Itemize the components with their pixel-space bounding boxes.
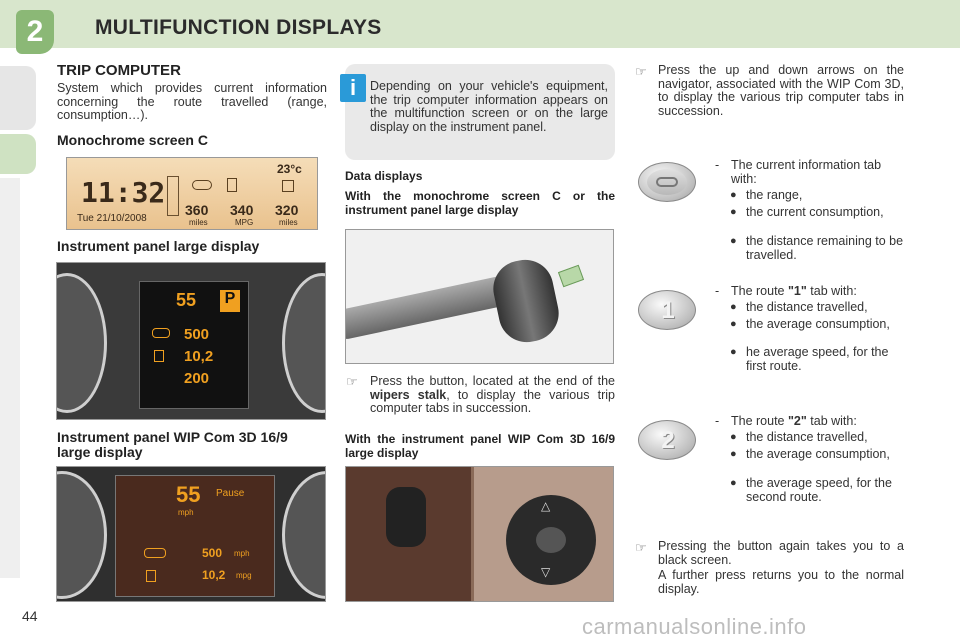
wip-value-2-unit: mpg (236, 571, 252, 580)
dash: - (715, 414, 720, 428)
watermark: carmanualsonline.info (582, 614, 807, 639)
finger-icon: ☞ (635, 540, 647, 555)
side-tab (0, 66, 36, 130)
mono-time: 11:32 (81, 176, 166, 209)
mono-unit-3: miles (279, 218, 298, 227)
stalk-shaft (345, 274, 517, 341)
wip-display-title: Instrument panel WIP Com 3D 16/9 large display (57, 429, 288, 460)
left-dial (56, 471, 107, 599)
wipers-stalk-image (345, 229, 614, 364)
normal-display-text: A further press returns you to the normal display. (658, 568, 904, 596)
chapter-badge: 2 (16, 10, 54, 54)
finger-icon: ☞ (346, 374, 358, 389)
press-button-text: Press the button, located at the end of the wipers stalk, to display the various trip computer tabs in succession. (370, 374, 615, 415)
mono-date: Tue 21/10/2008 (77, 213, 147, 224)
car-icon (656, 177, 678, 187)
wip-com-display-image (56, 466, 326, 602)
fuel-icon (227, 178, 237, 192)
wip-value-2: 10,2 (202, 568, 226, 582)
list-item: ● the range, (730, 188, 803, 202)
mono-temp: 23°c (277, 162, 302, 176)
info-text: Depending on your vehicle's equipment, the trip computer information appears on the multifunction screen or on the large display on the instrument panel. (370, 79, 608, 134)
mono-unit-1: miles (189, 218, 208, 227)
fuel-icon (154, 350, 164, 362)
side-strip (0, 178, 20, 578)
navigator-console-image (345, 466, 614, 602)
trip-computer-title: TRIP COMPUTER (57, 62, 181, 79)
ip-value-1: 500 (184, 326, 210, 343)
trip-computer-intro: System which provides current information concerning the route travelled (range, consumption…). (57, 81, 327, 122)
list-item: ● the current consumption, (730, 205, 884, 219)
mono-value-range: 360 (185, 202, 209, 218)
flag-icon (282, 180, 294, 192)
ip-value-2: 10,2 (184, 348, 214, 365)
finger-icon: ☞ (635, 64, 647, 79)
list-item: ● the distance travelled, (730, 430, 868, 444)
mono-screen-title: Monochrome screen C (57, 132, 208, 148)
list-item: ● the average speed, for the second route. (730, 476, 892, 504)
ip-display-title: Instrument panel large display (57, 238, 260, 254)
route-1-head: The route "1" tab with: (731, 284, 857, 298)
monochrome-screen-image (66, 157, 318, 230)
route-1-tab-icon: 1 (638, 290, 696, 330)
ip-gear: P (220, 290, 240, 312)
wip-value-1-unit: mph (234, 549, 250, 558)
right-dial (282, 471, 326, 599)
right-dial (282, 273, 326, 413)
arrow-icon (558, 265, 584, 288)
wip-mode: Pause (216, 488, 245, 499)
dash: - (715, 158, 720, 172)
list-item: ● the average consumption, (730, 317, 890, 331)
list-item: ● the average consumption, (730, 447, 890, 461)
mono-unit-2: MPG (235, 218, 254, 227)
navigator-text: Press the up and down arrows on the navigator, associated with the WIP Com 3D, to display the various trip computer tabs in succession. (658, 63, 904, 118)
data-displays-heading: Data displays (345, 169, 423, 183)
up-arrow-icon[interactable]: △ (541, 499, 551, 513)
left-dial (56, 273, 107, 413)
side-tab-active (0, 134, 36, 174)
wip-value-1: 500 (202, 546, 223, 560)
list-item: ● he average speed, for the first route. (730, 345, 889, 373)
mono-value-distance: 320 (275, 202, 299, 218)
fuel-icon (146, 570, 156, 582)
route-2-tab-icon: 2 (638, 420, 696, 460)
car-icon (192, 180, 212, 190)
black-screen-text: Pressing the button again takes you to a black screen. (658, 539, 904, 567)
info-tab-icon (638, 162, 696, 202)
wip-center-display (115, 475, 275, 597)
stalk-end (488, 255, 564, 348)
wip-unit: mph (178, 508, 194, 517)
down-arrow-icon[interactable]: ▽ (541, 565, 551, 579)
ip-value-3: 200 (184, 370, 210, 387)
with-wip-heading: With the instrument panel WIP Com 3D 16/9 large display (345, 432, 615, 460)
info-icon: i (340, 74, 366, 102)
car-icon (144, 548, 166, 558)
mono-tab-strip (167, 176, 179, 216)
page-number: 44 (22, 608, 38, 624)
wip-speed: 55 (176, 482, 201, 507)
mono-value-consumption: 340 (230, 202, 254, 218)
page-title: MULTIFUNCTION DISPLAYS (95, 16, 382, 39)
info-tab-head: The current information tab with: (731, 158, 882, 186)
instrument-panel-image (56, 262, 326, 420)
car-icon (152, 328, 170, 338)
dash: - (715, 284, 720, 298)
with-mono-heading: With the monochrome screen C or the instrument panel large display (345, 189, 615, 217)
ip-center-display (139, 281, 249, 409)
gear-knob (386, 487, 426, 547)
list-item: ● the distance travelled, (730, 300, 868, 314)
ip-speed: 55 (176, 290, 197, 310)
list-item: ● the distance remaining to be travelled. (730, 234, 904, 262)
route-2-head: The route "2" tab with: (731, 414, 857, 428)
navigator-center-button[interactable] (536, 527, 566, 553)
navigator-knob[interactable] (506, 495, 596, 585)
